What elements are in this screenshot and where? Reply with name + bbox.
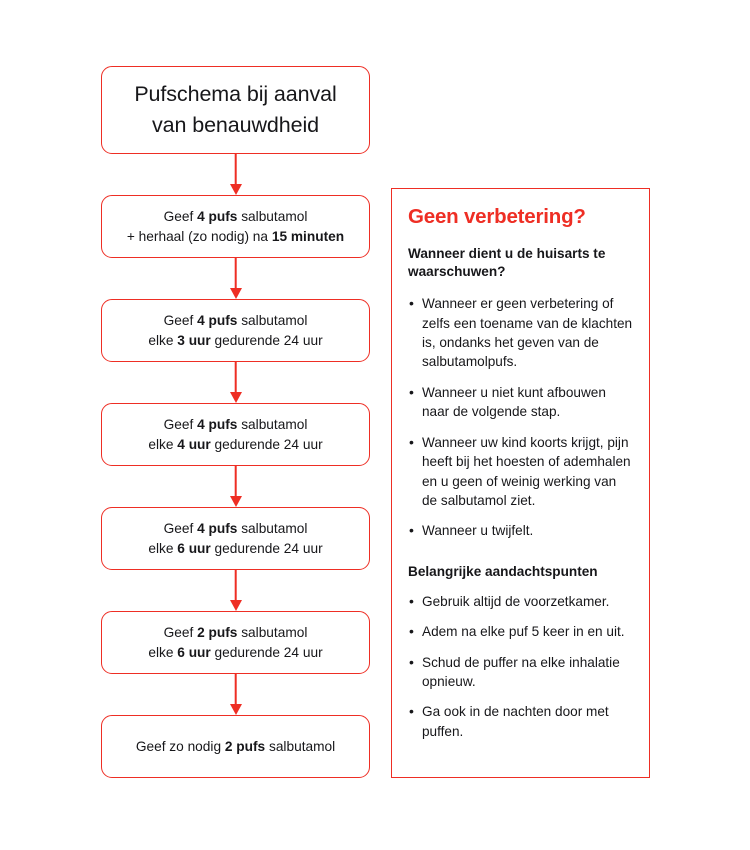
- flow-step-5-text: [148, 623, 322, 662]
- arrow-head-icon: [230, 288, 242, 299]
- step-text-segment: Geef: [163, 521, 198, 537]
- flow-arrow-6: [101, 674, 370, 715]
- flow-step-3-text: [148, 415, 322, 454]
- step-text-segment: elke: [148, 540, 178, 556]
- step-emphasis: 4 pufs: [197, 313, 238, 329]
- flow-arrow-3: [101, 362, 370, 403]
- step-text-segment: gedurende 24 uur: [210, 644, 323, 660]
- flow-arrow-5: [101, 570, 370, 611]
- flow-step-2: [101, 299, 370, 362]
- step-text-segment: elke: [148, 644, 178, 660]
- step-text-segment: gedurende 24 uur: [210, 540, 323, 556]
- step-emphasis: 6 uur: [177, 644, 211, 660]
- flow-step-3: [101, 403, 370, 466]
- list-item: • Schud de puffer na elke inhalatie opnieuw.: [408, 653, 633, 692]
- step-text-segment: Geef: [163, 625, 198, 641]
- arrow-shaft: [234, 258, 237, 290]
- list-item: • Gebruik altijd de voorzetkamer.: [408, 592, 633, 611]
- arrow-shaft: [234, 466, 237, 498]
- step-emphasis: 6 uur: [177, 540, 211, 556]
- flow-arrow-2: [101, 258, 370, 299]
- step-emphasis: 4 pufs: [197, 521, 238, 537]
- important-points-list: [408, 592, 633, 742]
- flow-step-4-text: [148, 519, 322, 558]
- step-text-segment: salbutamol: [237, 313, 308, 329]
- no-improvement-panel: [391, 188, 650, 778]
- step-emphasis: 4 uur: [177, 436, 211, 452]
- arrow-shaft: [234, 362, 237, 394]
- panel-title: Geen verbetering?: [408, 205, 586, 228]
- step-text-segment: salbutamol: [237, 417, 308, 433]
- step-text-segment: Geef: [163, 417, 198, 433]
- step-text-segment: + herhaal (zo nodig) na: [126, 228, 272, 244]
- flow-step-5: [101, 611, 370, 674]
- flow-step-1-text: [127, 207, 344, 246]
- flow-step-1: [101, 195, 370, 258]
- step-text-segment: salbutamol: [237, 625, 308, 641]
- step-text-segment: gedurende 24 uur: [210, 436, 323, 452]
- flow-step-6-text: [136, 737, 335, 756]
- arrow-head-icon: [230, 600, 242, 611]
- section-heading-when-to-call-gp: Wanneer dient u de huisarts te waarschuwen?: [408, 245, 606, 280]
- step-text-segment: elke: [148, 436, 178, 452]
- arrow-head-icon: [230, 496, 242, 507]
- arrow-shaft: [234, 154, 237, 186]
- step-text-segment: Geef zo nodig: [135, 738, 225, 754]
- step-text-segment: salbutamol: [237, 209, 308, 225]
- arrow-shaft: [234, 570, 237, 602]
- arrow-shaft: [234, 674, 237, 706]
- list-item: • Wanneer u niet kunt afbouwen naar de volgende stap.: [408, 383, 633, 422]
- list-item: • Wanneer u twijfelt.: [408, 521, 633, 540]
- flow-step-2-text: [148, 311, 322, 350]
- flow-arrow-1: [101, 154, 370, 195]
- step-text-segment: Geef: [163, 313, 198, 329]
- section-heading-important-points: Belangrijke aandachtspunten: [408, 563, 598, 579]
- step-emphasis: 4 pufs: [197, 209, 238, 225]
- step-text-segment: Geef: [163, 209, 198, 225]
- step-text-segment: salbutamol: [265, 738, 336, 754]
- arrow-head-icon: [230, 704, 242, 715]
- arrow-head-icon: [230, 184, 242, 195]
- step-emphasis: 2 pufs: [224, 738, 266, 754]
- step-emphasis: 3 uur: [177, 332, 211, 348]
- list-item: • Wanneer er geen verbetering of zelfs een toename van de klachten is, ondanks het geven van de salbutamolpufs.: [408, 294, 633, 372]
- step-emphasis: 15 minuten: [271, 228, 345, 244]
- step-text-segment: elke: [148, 332, 178, 348]
- step-emphasis: 4 pufs: [197, 417, 238, 433]
- flowchart-title-box: [101, 66, 370, 154]
- flow-step-4: [101, 507, 370, 570]
- list-item: • Ga ook in de nachten door met puffen.: [408, 702, 633, 741]
- list-item: • Wanneer uw kind koorts krijgt, pijn heeft bij het hoesten of ademhalen en u geen of weinig werking van de salbutamol ziet.: [408, 433, 633, 511]
- step-text-segment: gedurende 24 uur: [210, 332, 323, 348]
- flow-arrow-4: [101, 466, 370, 507]
- when-to-call-gp-list: [408, 294, 633, 541]
- flowchart-title-line-2: van benauwdheid: [151, 113, 320, 137]
- puff-schedule-flowchart: [101, 66, 370, 778]
- step-text-segment: salbutamol: [237, 521, 308, 537]
- step-emphasis: 2 pufs: [197, 625, 238, 641]
- flowchart-title-line-1: Pufschema bij aanval: [134, 82, 337, 107]
- arrow-head-icon: [230, 392, 242, 403]
- list-item: • Adem na elke puf 5 keer in en uit.: [408, 622, 633, 641]
- flowchart-title-text: [134, 79, 336, 140]
- flow-step-6: [101, 715, 370, 778]
